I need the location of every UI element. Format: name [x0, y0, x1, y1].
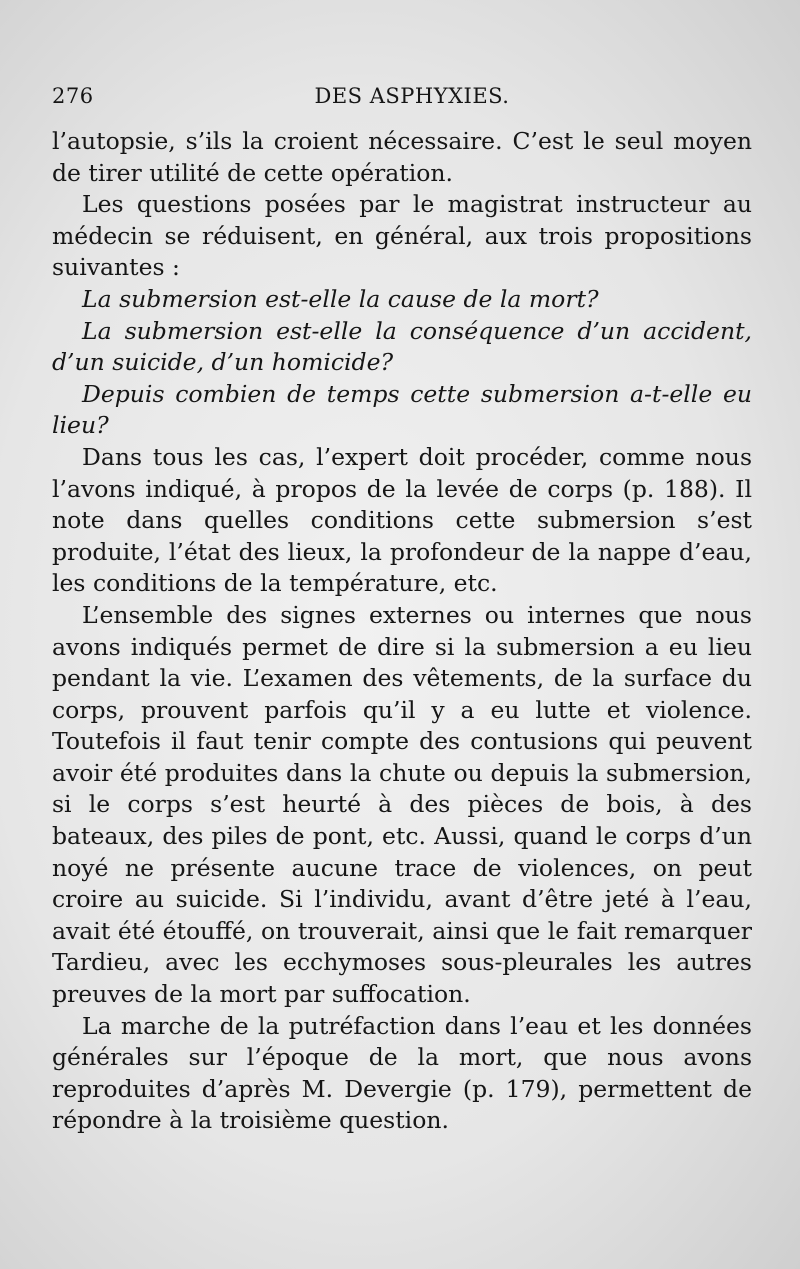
body-text [52, 126, 752, 1137]
paragraph-signs: L’ensemble des signes externes ou internes que nous avons indiqués permet de dire si la submersion a eu lieu pendant la vie. L’examen des vêtements, de la surface du corps, prouvent parfois qu’il y a eu lutte et violence. Toutefois il faut tenir compte des contusions qui peuvent avoir été produites dans la chute ou depuis la submersion, si le corps s’est heurté à des pièces de bois, à des bateaux, des piles de pont, etc. Aussi, quand le corps d’un noyé ne présente aucune trace de violences, on peut croire au suicide. Si l’individu, avant d’être jeté à l’eau, avait été étouffé, on trouverait, ainsi que le fait remarquer Tardieu, avec les ecchymoses sous-pleurales les autres preuves de la mort par suffocation. [52, 600, 752, 1009]
question-time-of-submersion: Depuis combien de temps cette submersion a-t-elle eu lieu? [52, 379, 752, 440]
question-cause-of-death: La submersion est-elle la cause de la mort? [82, 284, 599, 313]
paragraph-expert-procedure: Dans tous les cas, l’expert doit procéder, comme nous l’avons indiqué, à propos de la levée de corps (p. 188). Il note dans quelles conditions cette submersion s’est produite, l’état des lieux, la profondeur de la nappe d’eau, les conditions de la température, etc. [52, 442, 752, 598]
paragraph-questions-intro: Les questions posées par le magistrat instructeur au médecin se réduisent, en général, aux trois propositions suivantes : [52, 190, 752, 282]
paragraph-autopsie: l’autopsie, s’ils la croient nécessaire. C’est le seul moyen de tirer utilité de cette opération. [52, 127, 752, 187]
page-number: 276 [52, 84, 94, 108]
page-header [52, 84, 752, 118]
paragraph-putrefaction: La marche de la putréfaction dans l’eau et les données générales sur l’époque de la mort, que nous avons reproduites d’après M. Devergie (p. 179), permettent de répondre à la troisième question. [52, 1011, 752, 1135]
question-accident-suicide-homicide: La submersion est-elle la conséquence d’un accident, d’un suicide, d’un homicide? [52, 316, 752, 377]
running-title: DES ASPHYXIES. [314, 84, 510, 108]
